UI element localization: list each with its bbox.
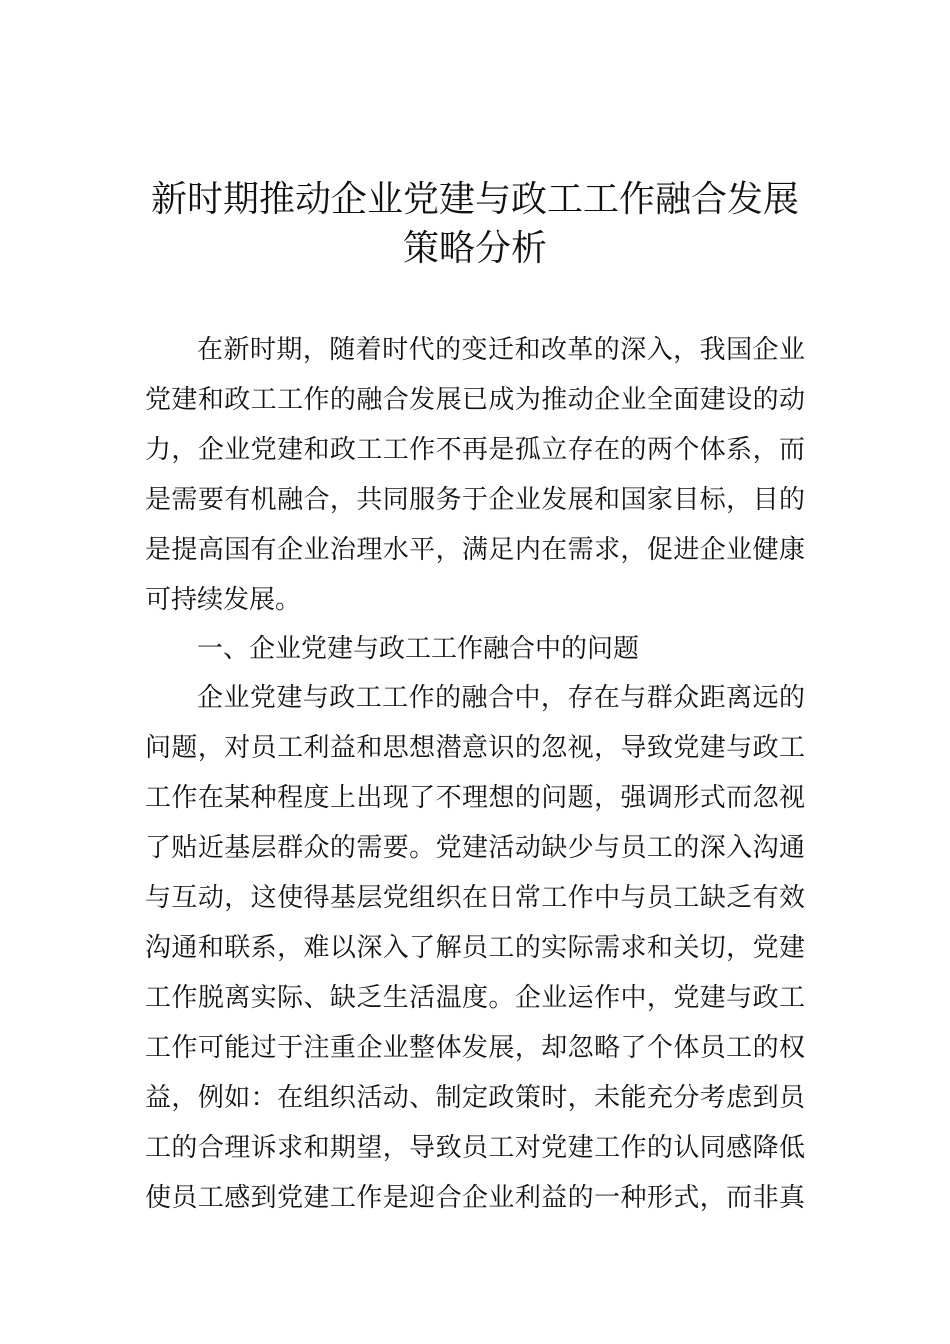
- section-paragraph-line: 工作可能过于注重企业整体发展，却忽略了个体员工的权: [145, 1033, 805, 1063]
- intro-paragraph-line: 是需要有机融合，共同服务于企业发展和国家目标，目的: [145, 485, 805, 515]
- document-title-line-2: 策略分析: [402, 228, 547, 269]
- section-paragraph-line: 问题，对员工利益和思想潜意识的忽视，导致党建与政工: [145, 733, 805, 763]
- section-paragraph-line: 工作在某种程度上出现了不理想的问题，强调形式而忽视: [145, 783, 805, 813]
- section-paragraph-line: 了贴近基层群众的需要。党建活动缺少与员工的深入沟通: [145, 833, 805, 863]
- section-heading: 一、企业党建与政工工作融合中的问题: [197, 634, 640, 664]
- section-paragraph-line: 与互动，这使得基层党组织在日常工作中与员工缺乏有效: [145, 883, 805, 913]
- section-paragraph-line: 使员工感到党建工作是迎合企业利益的一种形式，而非真: [145, 1183, 805, 1213]
- intro-paragraph-line: 是提高国有企业治理水平，满足内在需求，促进企业健康: [145, 535, 805, 565]
- section-paragraph-line: 沟通和联系，难以深入了解员工的实际需求和关切，党建: [145, 933, 805, 963]
- intro-paragraph-line: 党建和政工工作的融合发展已成为推动企业全面建设的动: [145, 385, 805, 415]
- document-title-line-1: 新时期推动企业党建与政工工作融合发展: [150, 179, 799, 220]
- section-paragraph-line: 企业党建与政工工作的融合中，存在与群众距离远的: [197, 683, 805, 713]
- section-paragraph-line: 益，例如：在组织活动、制定政策时，未能充分考虑到员: [145, 1083, 805, 1113]
- intro-paragraph-line: 在新时期，随着时代的变迁和改革的深入，我国企业: [197, 335, 805, 365]
- section-paragraph-line: 工的合理诉求和期望，导致员工对党建工作的认同感降低: [145, 1133, 805, 1163]
- section-paragraph-line: 工作脱离实际、缺乏生活温度。企业运作中，党建与政工: [145, 983, 805, 1013]
- intro-paragraph-line: 力，企业党建和政工工作不再是孤立存在的两个体系，而: [145, 435, 805, 465]
- intro-paragraph-line: 可持续发展。: [145, 585, 302, 615]
